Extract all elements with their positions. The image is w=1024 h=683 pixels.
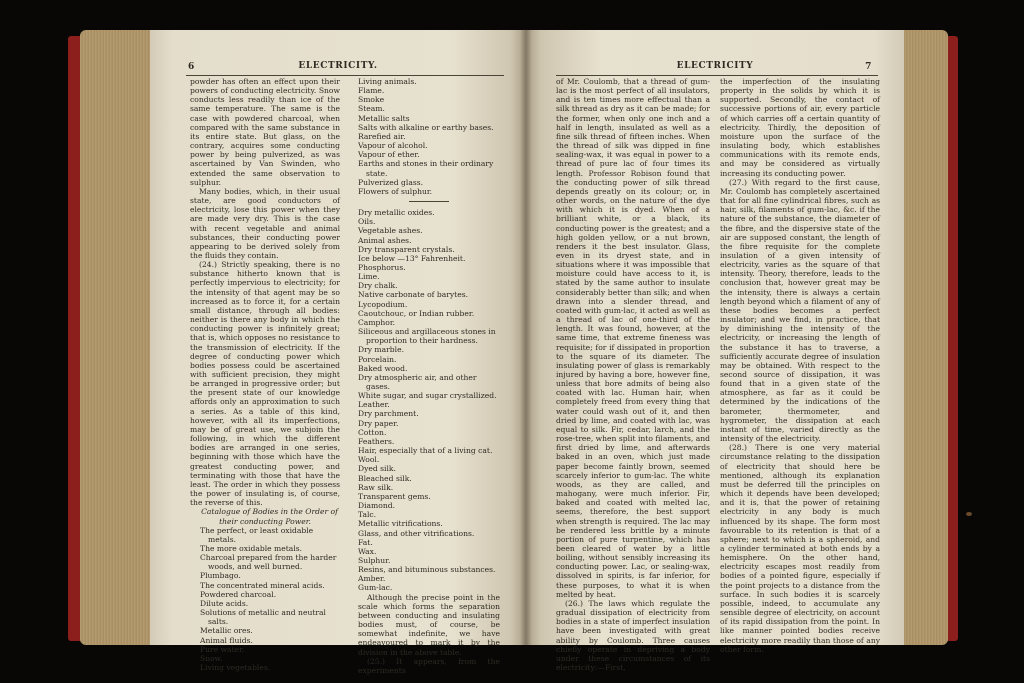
paragraph: the imperfection of the insulating property in the solids by which it is supported. Secondly, the contact of successive portions of air, every particle of which carries off a certain quantity of electricity. Thirdly, the deposition of moisture upon the surface of the insulating body, which establishes communications with its remote ends, and may be considered as virtually increasing its conducting power. — [720, 77, 880, 178]
catalogue-entry: Smoke — [358, 95, 385, 105]
catalogue-entry: Raw silk. — [358, 482, 394, 492]
catalogue-entry: Feathers. — [358, 436, 395, 446]
catalogue-entry: Sulphur. — [358, 555, 391, 565]
catalogue-entry: The more oxidable metals. — [200, 543, 303, 553]
catalogue-entry: Amber. — [358, 574, 386, 584]
catalogue-entry: Living animals. — [358, 77, 417, 86]
header-rule — [556, 75, 878, 76]
catalogue-entry: Wax. — [358, 546, 377, 556]
paragraph: (24.) Strictly speaking, there is no substance hitherto known that is perfectly impervious to electricity; for the intensity of that agent may be so increased as to force it, for a certain small distance, through all bodies: neither is there any body in which the conducting power is infinitely great; that is, which opposes no resistance to the transmission of electricity. If the degree of conducting power which bodies possess could be ascertained with sufficient precision, they might be arranged in progressive order; but the present state of our knowledge affords only an approximation to such a series. As a table of this kind, however, with all its imperfections, may be of great use, we subjoin the following, in which the different bodies are arranged in one series, beginning with those which have the greatest conducting power, and terminating with those that have the least. The order in which they possess the power of insulating is, of course, the reverse of this. — [190, 260, 340, 508]
catalogue-entry: Dry paper. — [358, 418, 399, 428]
paragraph: (28.) There is one very material circumstance relating to the dissipation of electricity that should here be mentioned, although its explanation must be deferred till the principles on which it depends have been developed; and it is, that the power of retaining electricity in any body is much influenced by its shape. The form most favourable to its retention is that of a sphere; next to which is a spheroid, and a cylinder terminated at both ends by a hemisphere. On the other hand, electricity escapes most readily from bodies of a pointed figure, especially if the point projects to a distance from the surface. In such bodies it is scarcely possible, indeed, to accumulate any sensible degree of electricity, on account of its rapid dissipation from the point. In like manner pointed bodies receive electricity more readily than those of any other form. — [720, 443, 880, 654]
catalogue-entry: Earths and stones in their ordinary state. — [358, 159, 494, 178]
catalogue-entry: Dry chalk. — [358, 281, 398, 291]
catalogue-entry: Dry transparent crystals. — [358, 244, 455, 254]
catalogue-entry: Vapour of alcohol. — [358, 141, 428, 151]
catalogue-entry: Gum-lac. — [358, 583, 393, 593]
catalogue-entry: Dry parchment. — [358, 409, 419, 419]
catalogue-entry: Flowers of sulphur. — [358, 186, 433, 196]
catalogue-entry: Metallic vitrifications. — [358, 519, 443, 529]
running-title: ELECTRICITY — [676, 61, 754, 71]
list-divider — [409, 201, 449, 202]
paragraph: (25.) It appears, from the experiments — [358, 656, 500, 675]
catalogue-entry: Animal fluids. — [200, 635, 253, 645]
catalogue-entry: Solutions of metallic and neutral salts. — [200, 608, 326, 627]
paragraph: of Mr. Coulomb, that a thread of gum-lac is the most perfect of all insulators, and is ten times more effectual than a silk thread as dry as it can be made; for the former, when only one inch and a half in length, insulated as well as a fine silk thread of fifteen inches. When the thread of silk was dipped in fine sealing-wax, it was equal in power to a thread of pure lac of four times its length. Professor Robison found that the conducting power of silk thread depends greatly on its colour; or, in other words, on the nature of the dye with which it is dyed. When of a brilliant white, or a black, its conducting power is the greatest; and a high golden yellow, or a nut brown, renders it the best insulator. Glass, even in its dryest state, and in situations where it was impossible that moisture could have access to it, is stated by the same author to insulate considerably better than silk; and when drawn into a slender thread, and coated with gum-lac, it acted as well as a thread of lac of one-third of the length. It was found, however, at the same time, that extreme fineness was requisite; for if dissipated in proportion to the square of its diameter. The insulating power of glass is remarkably injured by having a bore, however fine, unless that bore admits of being also coated with lac. Human hair, when completely freed from every thing that water could wash out of it, and then dried by lime, and coated with lac, was equal to silk. Fir, cedar, larch, and the rose-tree, when split into filaments, and first dried by lime, and afterwards baked in an oven, which just made paper become faintly brown, seemed scarcely inferior to gum-lac. The white woods, as they are called, and mahogany, were much inferior. Fir, baked and coated with melted lac, seems, therefore, the best support when strength is required. The lac may be rendered less brittle by a minute portion of pure turpentine, which has been cleared of water by a little boiling, without sensibly increasing its conducting power. Lac, or sealing-wax, dissolved in spirits, is far inferior, for these purposes, to what it is when melted by heat. — [556, 77, 710, 599]
catalogue-entry: White sugar, and sugar crystallized. — [358, 391, 497, 401]
catalogue-entry: Powdered charcoal. — [200, 589, 277, 599]
paragraph: Many bodies, which, in their usual state, are good conductors of electricity, lose this power when they are made very dry. This is the case with recent vegetable and animal substances, their conducting power appearing to be derived solely from the fluids they contain. — [190, 186, 340, 260]
catalogue-entry: Ice below —13° Fahrenheit. — [358, 253, 466, 263]
paragraph: Although the precise point in the scale which forms the separation between conducting and insulating bodies must, of course, be somewhat indefinite, we have endeavoured to mark it by the division in the above table. — [358, 592, 500, 657]
catalogue-entry: Leather. — [358, 400, 390, 410]
catalogue-entry: Dry marble. — [358, 345, 404, 355]
catalogue-entry: Pulverized glass. — [358, 177, 424, 187]
catalogue-entry: Plumbago. — [200, 571, 241, 581]
page-edges-right — [900, 30, 948, 645]
catalogue-entry: Metallic ores. — [200, 626, 253, 636]
catalogue-entry: Caoutchouc, or Indian rubber. — [358, 308, 475, 318]
page-header — [150, 61, 526, 75]
paragraph: (27.) With regard to the first cause, Mr. Coulomb has completely ascertained that for all fine cylindrical fibres, such as hair, silk, filaments of gum-lac, &c. if the nature of the substance, the diameter of the fibre, and the dispersive state of the air are supposed constant, the length of the fibre requisite for the complete insulation of a given intensity of electricity, varies as the square of that intensity. Theory, therefore, leads to the conclusion that, however great may be the intensity, there is always a certain length beyond which a filament of any of these bodies becomes a perfect insulator; and we find, in practice, that by diminishing the intensity of the electricity, or increasing the length of the substance it has to traverse, a sufficiently accurate degree of insulation may be obtained. With respect to the second source of dissipation, it was found that in a given state of the atmosphere, as far as it could be determined by the indications of the barometer, thermometer, and hygrometer, the dissipation at each instant of time, varied directly as the intensity of the electricity. — [720, 177, 880, 444]
header-rule — [186, 75, 504, 76]
catalogue-list-part-3 — [358, 208, 500, 593]
left-column-1 — [190, 77, 340, 672]
catalogue-entry: Cotton. — [358, 427, 387, 437]
catalogue-entry: Dry atmospheric air, and other gases. — [358, 372, 477, 391]
catalogue-entry: Lime. — [358, 272, 380, 282]
paragraph: powder has often an effect upon their powers of conducting electricity. Snow conducts less readily than ice of the same temperature. The same is the case with powdered charcoal, when compared with the same substance in its entire state. But glass, on the contrary, acquires some conducting power by being pulverized, as was ascertained by Van Swinden, who extended the same observation to sulphur. — [190, 77, 340, 187]
catalogue-entry: Phosphorus. — [358, 262, 406, 272]
catalogue-entry: Metallic salts — [358, 113, 410, 123]
catalogue-entry: Vegetable ashes. — [358, 226, 423, 236]
catalogue-entry: Oils. — [358, 217, 376, 227]
catalogue-entry: Camphor. — [358, 317, 396, 327]
catalogue-entry: Porcelain. — [358, 354, 397, 364]
book-gutter — [520, 30, 532, 645]
page-header — [526, 61, 904, 75]
catalogue-entry: Living vegetables. — [200, 663, 271, 672]
dust-speck — [966, 512, 972, 516]
catalogue-caption: Catalogue of Bodies in the Order of their conducting Power. — [201, 507, 338, 526]
catalogue-entry: Wool. — [358, 455, 380, 465]
catalogue-entry: Charcoal prepared from the harder woods, and well burned. — [200, 553, 337, 572]
catalogue-entry: Glass, and other vitrifications. — [358, 528, 475, 538]
catalogue-list-part-2 — [358, 77, 500, 196]
catalogue-entry: Rarefied air. — [358, 131, 406, 141]
catalogue-entry: The perfect, or least oxidable metals. — [200, 525, 314, 544]
page-number: 7 — [865, 62, 872, 72]
catalogue-entry: Baked wood. — [358, 363, 408, 373]
catalogue-entry: Hair, especially that of a living cat. — [358, 446, 493, 456]
right-column-2 — [720, 77, 880, 654]
catalogue-entry: Salts with alkaline or earthy bases. — [358, 122, 494, 132]
catalogue-entry: Diamond. — [358, 501, 395, 511]
catalogue-entry: Lycopodium. — [358, 299, 408, 309]
page-edges-left — [80, 30, 154, 645]
catalogue-entry: Talc. — [358, 510, 377, 520]
catalogue-entry: Siliceous and argillaceous stones in proportion to their hardness. — [358, 327, 496, 346]
catalogue-entry: Vapour of ether. — [358, 150, 420, 160]
catalogue-entry: Dyed silk. — [358, 464, 396, 474]
catalogue-entry: Dry metallic oxides. — [358, 208, 435, 218]
page-number: 6 — [188, 62, 195, 72]
right-column-1 — [556, 77, 710, 672]
catalogue-entry: Steam. — [358, 104, 385, 114]
catalogue-entry: The concentrated mineral acids. — [200, 580, 325, 590]
catalogue-entry: Snow. — [200, 653, 223, 663]
running-title: ELECTRICITY. — [298, 61, 378, 71]
catalogue-entry: Flame. — [358, 86, 385, 96]
catalogue-entry: Fat. — [358, 537, 373, 547]
catalogue-entry: Resins, and bituminous substances. — [358, 565, 496, 575]
catalogue-entry: Pure water. — [200, 644, 245, 654]
catalogue-entry: Transparent gems. — [358, 491, 431, 501]
catalogue-entry: Bleached silk. — [358, 473, 412, 483]
catalogue-entry: Animal ashes. — [358, 235, 412, 245]
catalogue-entry: Native carbonate of barytes. — [358, 290, 469, 300]
catalogue-list-part-1 — [190, 526, 340, 673]
left-page — [150, 30, 526, 675]
left-column-2 — [358, 77, 500, 675]
right-page — [526, 30, 904, 672]
catalogue-entry: Dilute acids. — [200, 598, 249, 608]
paragraph: (26.) The laws which regulate the gradual dissipation of electricity from bodies in a state of imperfect insulation have been investigated with great ability by Coulomb. Three causes chiefly operate in depriving a body under these circumstances of its electricity:—First, — [556, 598, 710, 672]
